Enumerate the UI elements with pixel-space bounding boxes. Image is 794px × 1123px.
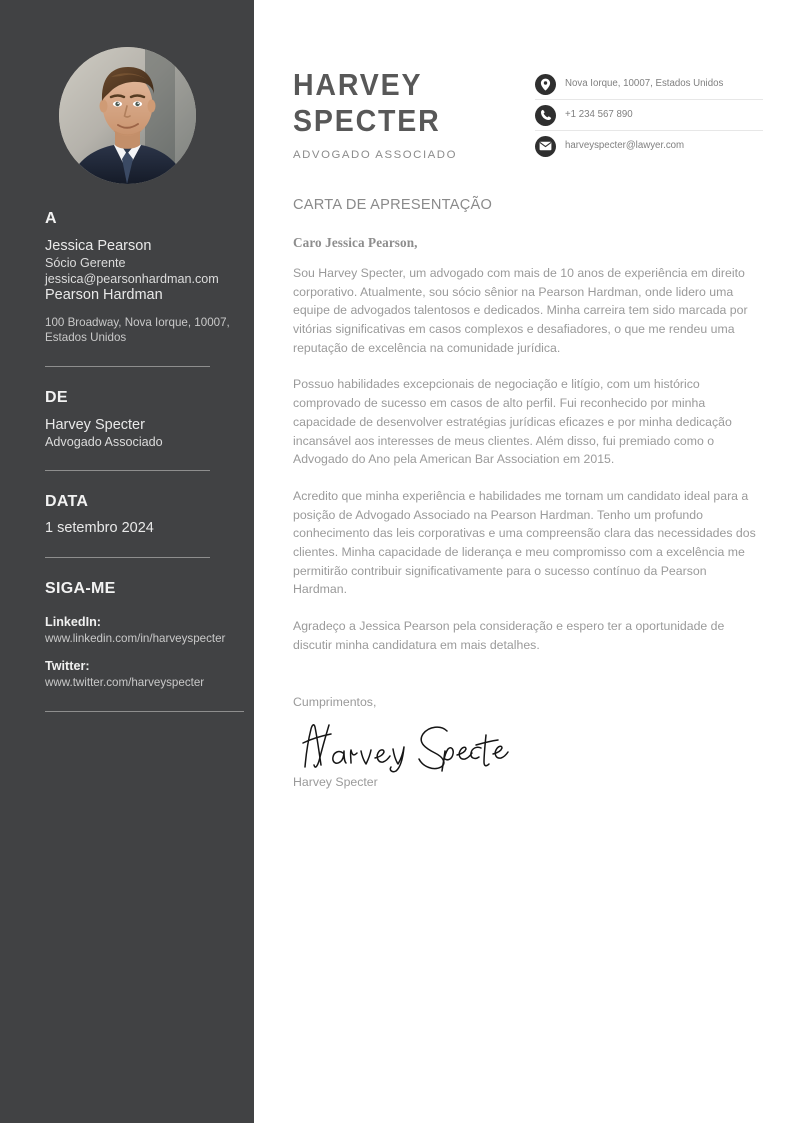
main-content (254, 0, 794, 1123)
contact-row-email (535, 131, 763, 161)
envelope-icon (535, 136, 556, 157)
date-block (45, 493, 245, 538)
divider-1 (45, 366, 210, 367)
sender-role: Advogado Associado (45, 434, 163, 449)
phone-icon (535, 105, 556, 126)
name-block (293, 60, 457, 161)
sender-heading: DE (45, 389, 68, 406)
follow-block (45, 580, 245, 690)
date-heading: DATA (45, 492, 89, 510)
linkedin-url[interactable]: www.linkedin.com/in/harveyspecter (45, 631, 226, 645)
signature-block (293, 695, 763, 789)
date-value: 1 setembro 2024 (45, 520, 154, 537)
divider-4 (45, 711, 244, 712)
divider-3 (45, 557, 210, 558)
contact-row-phone (535, 100, 763, 131)
recipient-block (45, 210, 245, 346)
section-title: CARTA DE APRESENTAÇÃO (293, 197, 493, 213)
recipient-email: jessica@pearsonhardman.com (45, 271, 219, 286)
sender-name: Harvey Specter (45, 416, 145, 433)
salutation: Caro Jessica Pearson, (293, 235, 418, 250)
recipient-company: Pearson Hardman (45, 286, 163, 303)
job-title: ADVOGADO ASSOCIADO (293, 148, 457, 161)
follow-heading: SIGA-ME (45, 580, 116, 598)
linkedin-label: LinkedIn: (45, 614, 101, 629)
twitter-label: Twitter: (45, 658, 90, 673)
first-name: HARVEY (293, 67, 423, 102)
header (293, 60, 763, 161)
paragraph-1: Sou Harvey Specter, um advogado com mais de 10 anos de experiência em direito corporativo. Atualmente, sou sócio sênior na Pearson Hardman, onde lidero uma equipe de advogados talentosos e dedicados. Minha carreira tem sido marcada por vitórias significativas em casos complexos e desafiadores, o que me rendeu uma reputação de excelência na comunidade jurídica. (293, 266, 748, 355)
last-name: SPECTER (293, 103, 441, 139)
location-pin-icon (535, 74, 556, 95)
letter-body (293, 197, 763, 672)
recipient-heading: A (45, 210, 57, 227)
closing-text: Cumprimentos, (293, 695, 377, 709)
paragraph-4: Agradeço a Jessica Pearson pela consideração e espero ter a oportunidade de discutir minha candidatura em mais detalhes. (293, 619, 725, 652)
avatar (59, 47, 196, 184)
portrait-photo-illustration (59, 47, 196, 184)
handwritten-signature (295, 715, 510, 773)
contact-phone-text: +1 234 567 890 (565, 109, 633, 121)
recipient-name: Jessica Pearson (45, 237, 152, 254)
signature-name: Harvey Specter (293, 775, 378, 789)
recipient-address: 100 Broadway, Nova Iorque, 10007, Estados Unidos (45, 315, 230, 345)
contact-row-location (535, 69, 763, 100)
twitter-url[interactable]: www.twitter.com/harveyspecter (45, 675, 205, 689)
sidebar-content (45, 210, 245, 734)
contact-location-text: Nova Iorque, 10007, Estados Unidos (565, 78, 724, 90)
paragraph-3: Acredito que minha experiência e habilidades me tornam um candidato ideal para a posição de Advogado Associado na Pearson Hardman. Tenho um profundo conhecimento das leis corporativas e uma compreensão clara das necessidades dos clientes. Minha capacidade de liderança e meu compromisso com a excelência me permitirão contribuir significativamente para o sucesso contínuo da Pearson Hardman. (293, 488, 756, 597)
contact-list (535, 60, 763, 161)
sender-block (45, 389, 245, 450)
contact-email-text: harveyspecter@lawyer.com (565, 140, 685, 152)
sidebar (0, 0, 254, 1123)
recipient-role: Sócio Gerente (45, 255, 126, 270)
paragraph-2: Possuo habilidades excepcionais de negociação e litígio, com um histórico comprovado de sucesso em casos de alto perfil. Fui reconhecido por minha capacidade de desenvolver estratégias jurídicas eficazes e por minha dedicação incansável aos interesses de meus clientes. Além disso, fui premiado como o Advogado do Ano pela American Bar Association em 2015. (293, 377, 732, 467)
divider-2 (45, 470, 210, 471)
